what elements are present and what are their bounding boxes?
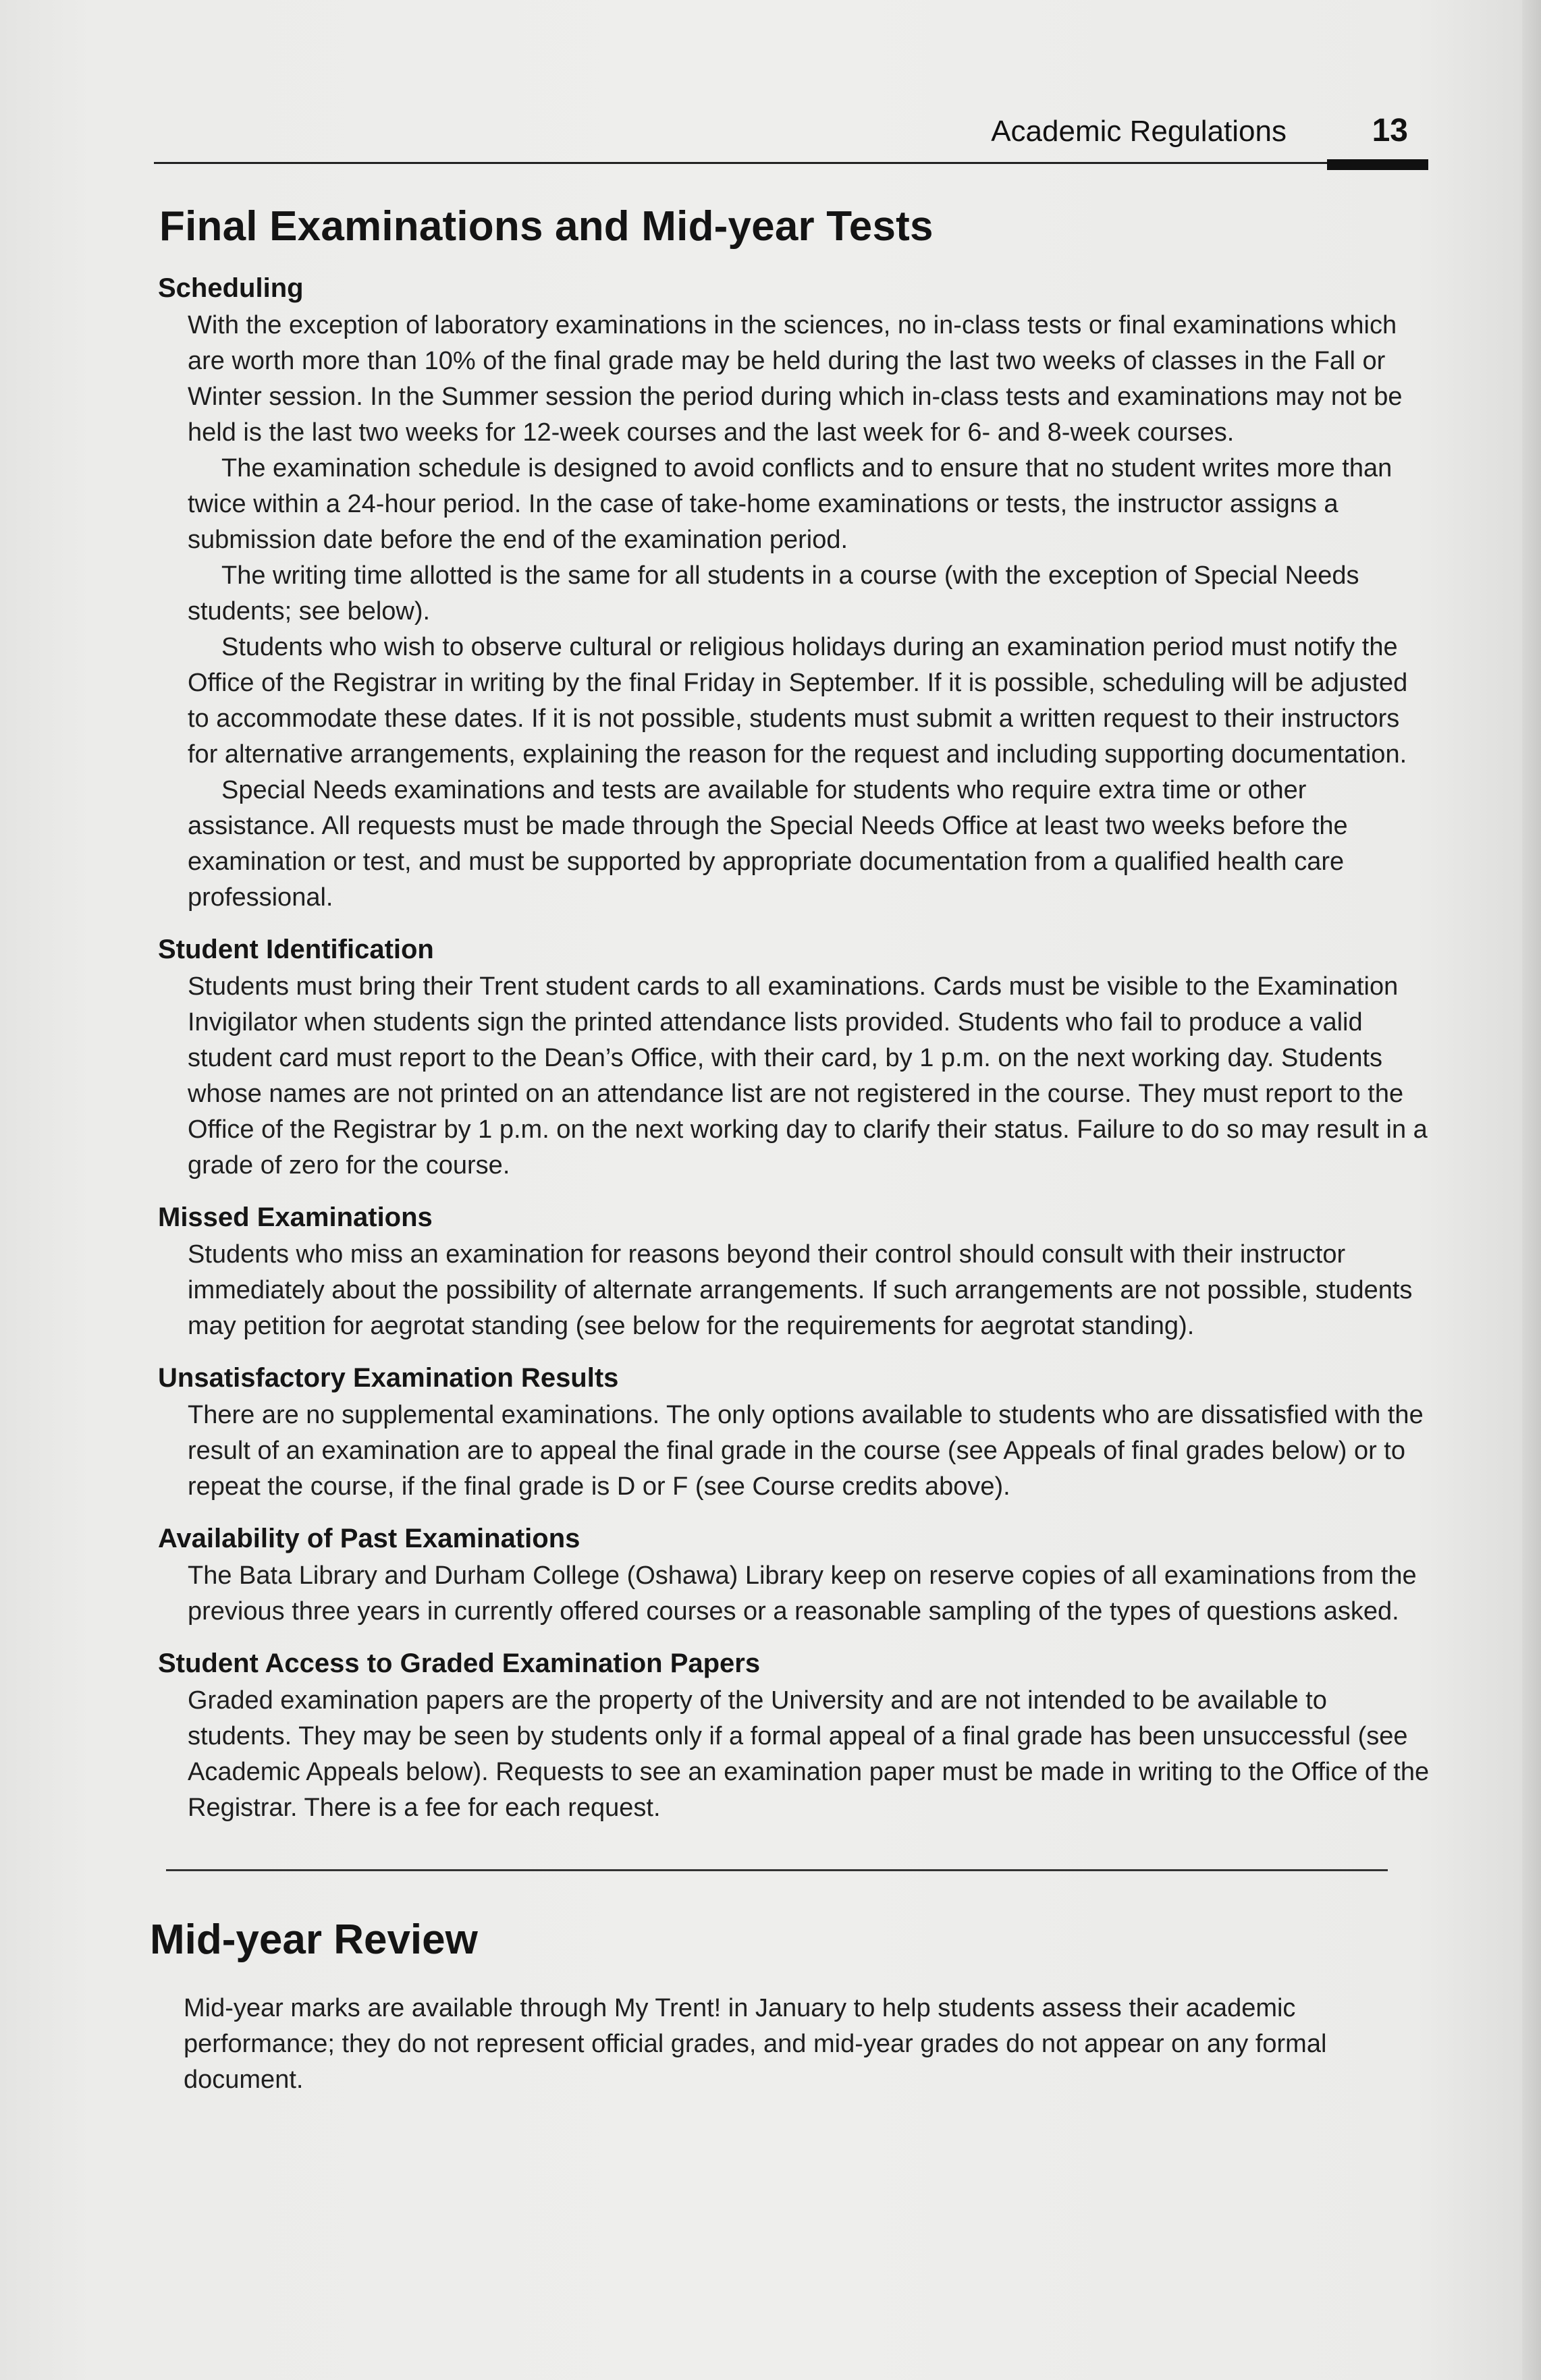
paragraph: Special Needs examinations and tests are available for students who require extra time or other assistance. All requests must be made through the Special Needs Office at least two weeks before the examination or test, and must be supported by appropriate documentation from a qualified health care professional. xyxy=(188,776,1348,912)
review-paragraph: Mid-year marks are available through My Trent! in January to help students assess their academic performance; they do not represent official grades, and mid-year grades do not appear on any formal document. xyxy=(184,1994,1327,2094)
paragraph: The Bata Library and Durham College (Oshawa) Library keep on reserve copies of all examinations from the previous three years in currently offered courses or a reasonable sampling of the types of questions asked. xyxy=(188,1561,1417,1626)
section-unsatisfactory-results xyxy=(150,1363,1432,1505)
header-section-title: Academic Regulations xyxy=(991,115,1287,148)
section-heading: Availability of Past Examinations xyxy=(158,1524,580,1553)
paragraph: Students must bring their Trent student cards to all examinations. Cards must be visible to the Examination Invigilator when students sign the printed attendance lists provided. Students who fail to produce a valid student card must report to the Dean’s Office, with their card, by 1 p.m. on the next working day. Students whose names are not printed on an attendance list are not registered in the course. They must report to the Office of the Registrar by 1 p.m. on the next working day to clarify their status. Failure to do so may result in a grade of zero for the course. xyxy=(188,972,1428,1180)
paragraph: The writing time allotted is the same for all students in a course (with the exception of Special Needs students; see below). xyxy=(188,561,1359,626)
paragraph: Students who miss an examination for reasons beyond their control should consult with their instructor immediately about the possibility of alternate arrangements. If such arrangements are not possible, students may petition for aegrotat standing (see below for the requirements for aegrotat standing). xyxy=(188,1240,1413,1340)
header-tab-bar xyxy=(1327,159,1428,170)
page-edge-shadow xyxy=(1522,0,1541,2380)
paragraph: With the exception of laboratory examinations in the sciences, no in-class tests or final examinations which are worth more than 10% of the final grade may be held during the last two weeks of classes in the Fall or Winter session. In the Summer session the period during which in-class tests and examinations may not be held is the last two weeks for 12-week courses and the last week for 6- and 8-week courses. xyxy=(188,311,1403,447)
paragraph: The examination schedule is designed to avoid conflicts and to ensure that no student writes more than twice within a 24-hour period. In the case of take-home examinations or tests, the instructor assigns a submission date before the end of the examination period. xyxy=(188,454,1393,554)
section-heading: Unsatisfactory Examination Results xyxy=(158,1363,619,1393)
section-heading: Missed Examinations xyxy=(158,1202,433,1232)
paragraph: Students who wish to observe cultural or religious holidays during an examination period must notify the Office of the Registrar in writing by the final Friday in September. If it is possible, scheduling will be adjusted to accommodate these dates. If it is not possible, students must submit a written request to their instructors for alternative arrangements, explaining the reason for the request and including supporting documentation. xyxy=(188,633,1408,769)
main-title: Final Examinations and Mid-year Tests xyxy=(159,203,934,250)
section-missed-examinations xyxy=(150,1202,1432,1344)
section-heading: Student Identification xyxy=(158,935,434,964)
page-number: 13 xyxy=(1372,113,1408,148)
section-scheduling xyxy=(150,273,1432,916)
section-past-examinations xyxy=(150,1524,1432,1630)
section-divider xyxy=(166,1869,1388,1871)
section-heading: Student Access to Graded Examination Papers xyxy=(158,1649,761,1678)
page-content xyxy=(150,202,1432,2098)
review-title: Mid-year Review xyxy=(150,1916,478,1963)
running-header xyxy=(154,108,1428,173)
header-rule xyxy=(154,162,1428,164)
section-student-identification xyxy=(150,935,1432,1184)
paragraph: Graded examination papers are the property of the University and are not intended to be available to students. They may be seen by students only if a formal appeal of a final grade has been unsuccessful (see Academic Appeals below). Requests to see an examination paper must be made in writing to the Office of the Registrar. There is a fee for each request. xyxy=(188,1686,1430,1822)
section-heading: Scheduling xyxy=(158,273,304,303)
paragraph: There are no supplemental examinations. The only options available to students who are dissatisfied with the result of an examination are to appeal the final grade in the course (see Appeals of final grades below) or to repeat the course, if the final grade is D or F (see Course credits above). xyxy=(188,1401,1424,1501)
section-graded-papers-access xyxy=(150,1649,1432,1826)
